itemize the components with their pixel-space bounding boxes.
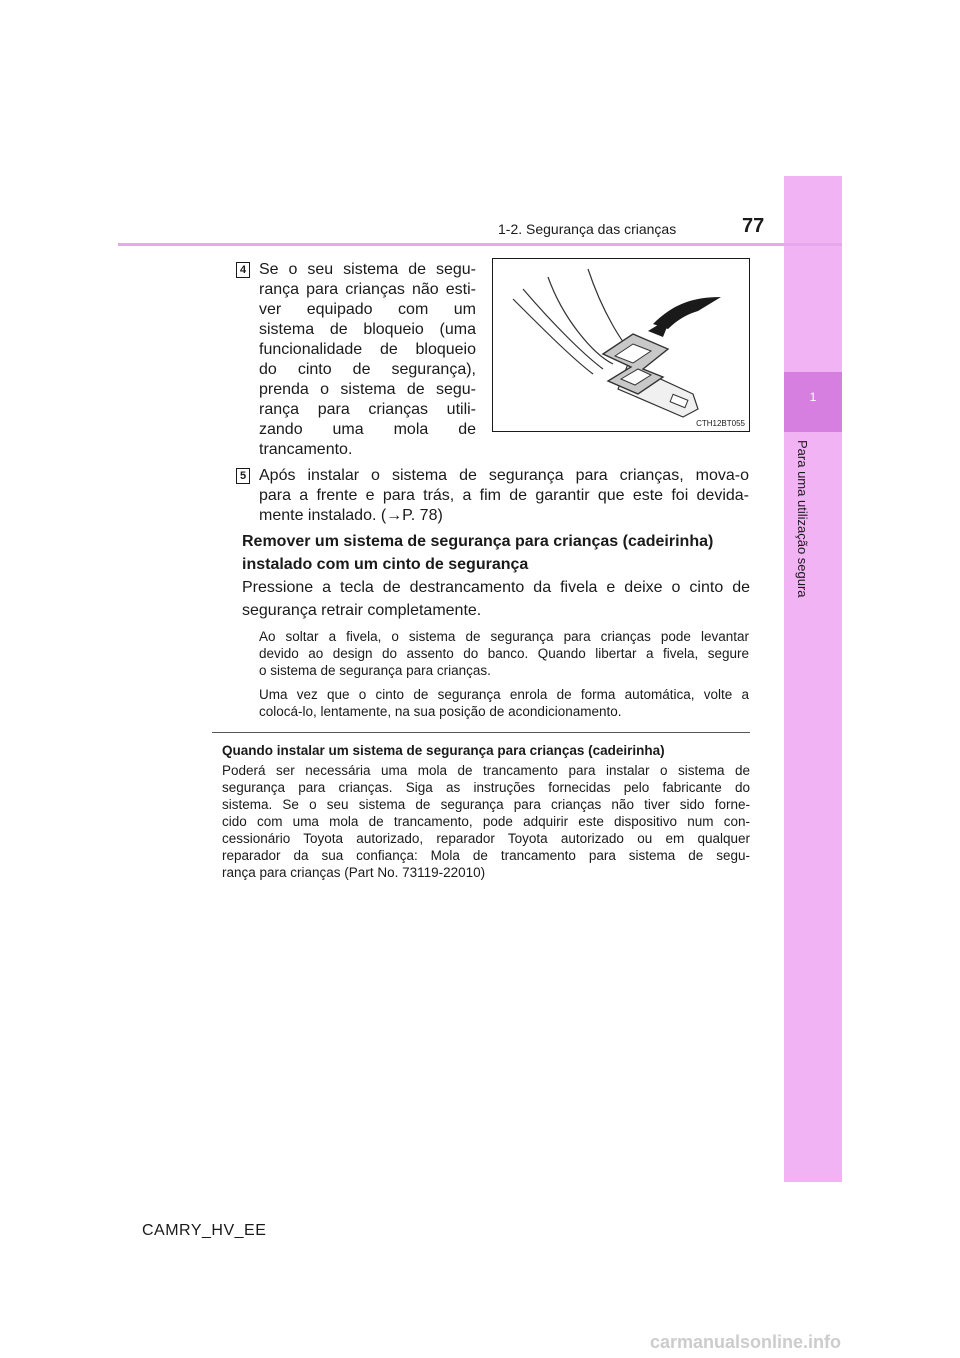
chapter-side-tab bbox=[784, 176, 842, 1182]
info-line: rança para crianças (Part No. 73119-22010) bbox=[222, 865, 486, 880]
step-4-line: rança para crianças utili- bbox=[259, 401, 476, 418]
note-2-line: Uma vez que o cinto de segurança enrola de forma automática, volte a bbox=[259, 687, 749, 702]
step-4-line: do cinto de segurança), bbox=[259, 361, 476, 378]
chapter-label: Para uma utilização segura bbox=[795, 440, 810, 598]
step-5-line: mente instalado. (→P. 78) bbox=[259, 507, 443, 524]
step-4-line: Se o seu sistema de segu- bbox=[259, 261, 476, 278]
step-4-line: zando uma mola de bbox=[259, 421, 476, 438]
step-4-text bbox=[259, 260, 476, 460]
step-4-line: prenda o sistema de segu- bbox=[259, 381, 476, 398]
remove-heading-line: Remover um sistema de segurança para crianças (cadeirinha) bbox=[242, 533, 714, 550]
section-title: 1-2. Segurança das crianças bbox=[498, 221, 677, 237]
step-5-line: Após instalar o sistema de segurança para crianças, mova-o bbox=[259, 467, 749, 484]
note-1-line: devido ao design do assento do banco. Quando libertar a fivela, segure bbox=[259, 646, 749, 661]
belt-clip-drawing bbox=[493, 259, 749, 431]
header-divider bbox=[118, 243, 842, 246]
locking-clip-illustration bbox=[492, 258, 750, 432]
step-5-badge: 5 bbox=[236, 468, 250, 484]
page-number: 77 bbox=[742, 215, 765, 237]
step-4-line: rança para crianças não esti- bbox=[259, 281, 476, 298]
remove-note-2 bbox=[259, 686, 749, 720]
info-line: segurança para crianças. Siga as instruções fornecidas pelo fabricante do bbox=[222, 780, 750, 795]
step-4-line: sistema de bloqueio (uma bbox=[259, 321, 476, 338]
chapter-number: 1 bbox=[809, 390, 817, 404]
remove-heading-line: instalado com um cinto de segurança bbox=[242, 556, 529, 573]
info-line: sistema. Se o seu sistema de segurança para crianças não tiver sido forne- bbox=[222, 797, 750, 812]
info-line: cido com uma mola de trancamento, pode adquirir este dispositivo num con- bbox=[222, 814, 750, 829]
info-body bbox=[222, 762, 750, 881]
info-divider bbox=[212, 732, 750, 733]
info-line: reparador da sua confiança: Mola de trancamento para sistema de segu- bbox=[222, 848, 750, 863]
figure-code: CTH12BT055 bbox=[696, 419, 745, 428]
info-line: Poderá ser necessária uma mola de trancamento para instalar o sistema de bbox=[222, 763, 750, 778]
remove-section-body bbox=[242, 576, 750, 622]
note-1-line: Ao soltar a fivela, o sistema de segurança para crianças pode levantar bbox=[259, 629, 749, 644]
note-1-line: o sistema de segurança para crianças. bbox=[259, 663, 491, 678]
watermark: carmanualsonline.info bbox=[650, 1332, 842, 1352]
remove-note-1 bbox=[259, 628, 749, 679]
footer-model-code: CAMRY_HV_EE bbox=[142, 1222, 267, 1239]
step-4-line: trancamento. bbox=[259, 441, 353, 458]
remove-section-heading bbox=[242, 530, 750, 576]
remove-body-line: Pressione a tecla de destrancamento da fivela e deixe o cinto de bbox=[242, 579, 750, 596]
step-4-line: ver equipado com um bbox=[259, 301, 476, 318]
step-4-line: funcionalidade de bloqueio bbox=[259, 341, 476, 358]
note-2-line: colocá-lo, lentamente, na sua posição de acondicionamento. bbox=[259, 704, 622, 719]
info-line: cessionário Toyota autorizado, reparador Toyota autorizado ou em qualquer bbox=[222, 831, 750, 846]
step-5-line: para a frente e para trás, a fim de garantir que este foi devida- bbox=[259, 487, 749, 504]
step-4-badge: 4 bbox=[236, 262, 250, 278]
info-title: Quando instalar um sistema de segurança para crianças (cadeirinha) bbox=[222, 743, 665, 758]
remove-body-line: segurança retrair completamente. bbox=[242, 602, 482, 619]
step-5-text bbox=[259, 466, 749, 526]
